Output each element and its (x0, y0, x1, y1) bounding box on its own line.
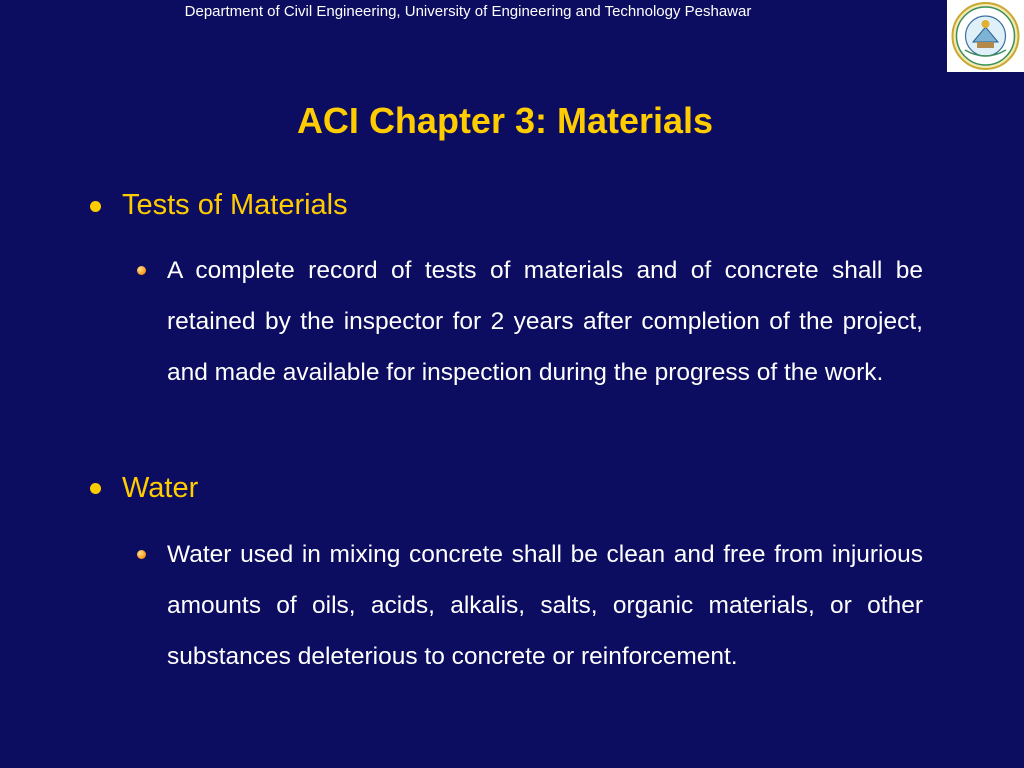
section-heading-water: Water (122, 472, 199, 504)
university-seal-logo-icon (947, 0, 1024, 72)
water-paragraph: Water used in mixing concrete shall be clean and free from injurious amounts of oils, acids, alkalis, salts, organic materials, or other substances deleterious to concrete or reinforcement. (167, 541, 923, 670)
department-header: Department of Civil Engineering, University of Engineering and Technology Peshawar (184, 3, 752, 20)
sub-bullet-1 (137, 266, 149, 278)
section-heading-tests: Tests of Materials (122, 189, 348, 221)
tests-paragraph: A complete record of tests of materials and of concrete shall be retained by the inspector for 2 years after completion of the project, and made available for inspection during the progress of the work. (167, 257, 923, 386)
university-logo (947, 0, 1024, 72)
section-bullet-2 (88, 476, 108, 496)
section-bullet-1 (88, 194, 108, 214)
slide-title: ACI Chapter 3: Materials (296, 100, 714, 141)
sub-bullet-2 (137, 550, 149, 562)
